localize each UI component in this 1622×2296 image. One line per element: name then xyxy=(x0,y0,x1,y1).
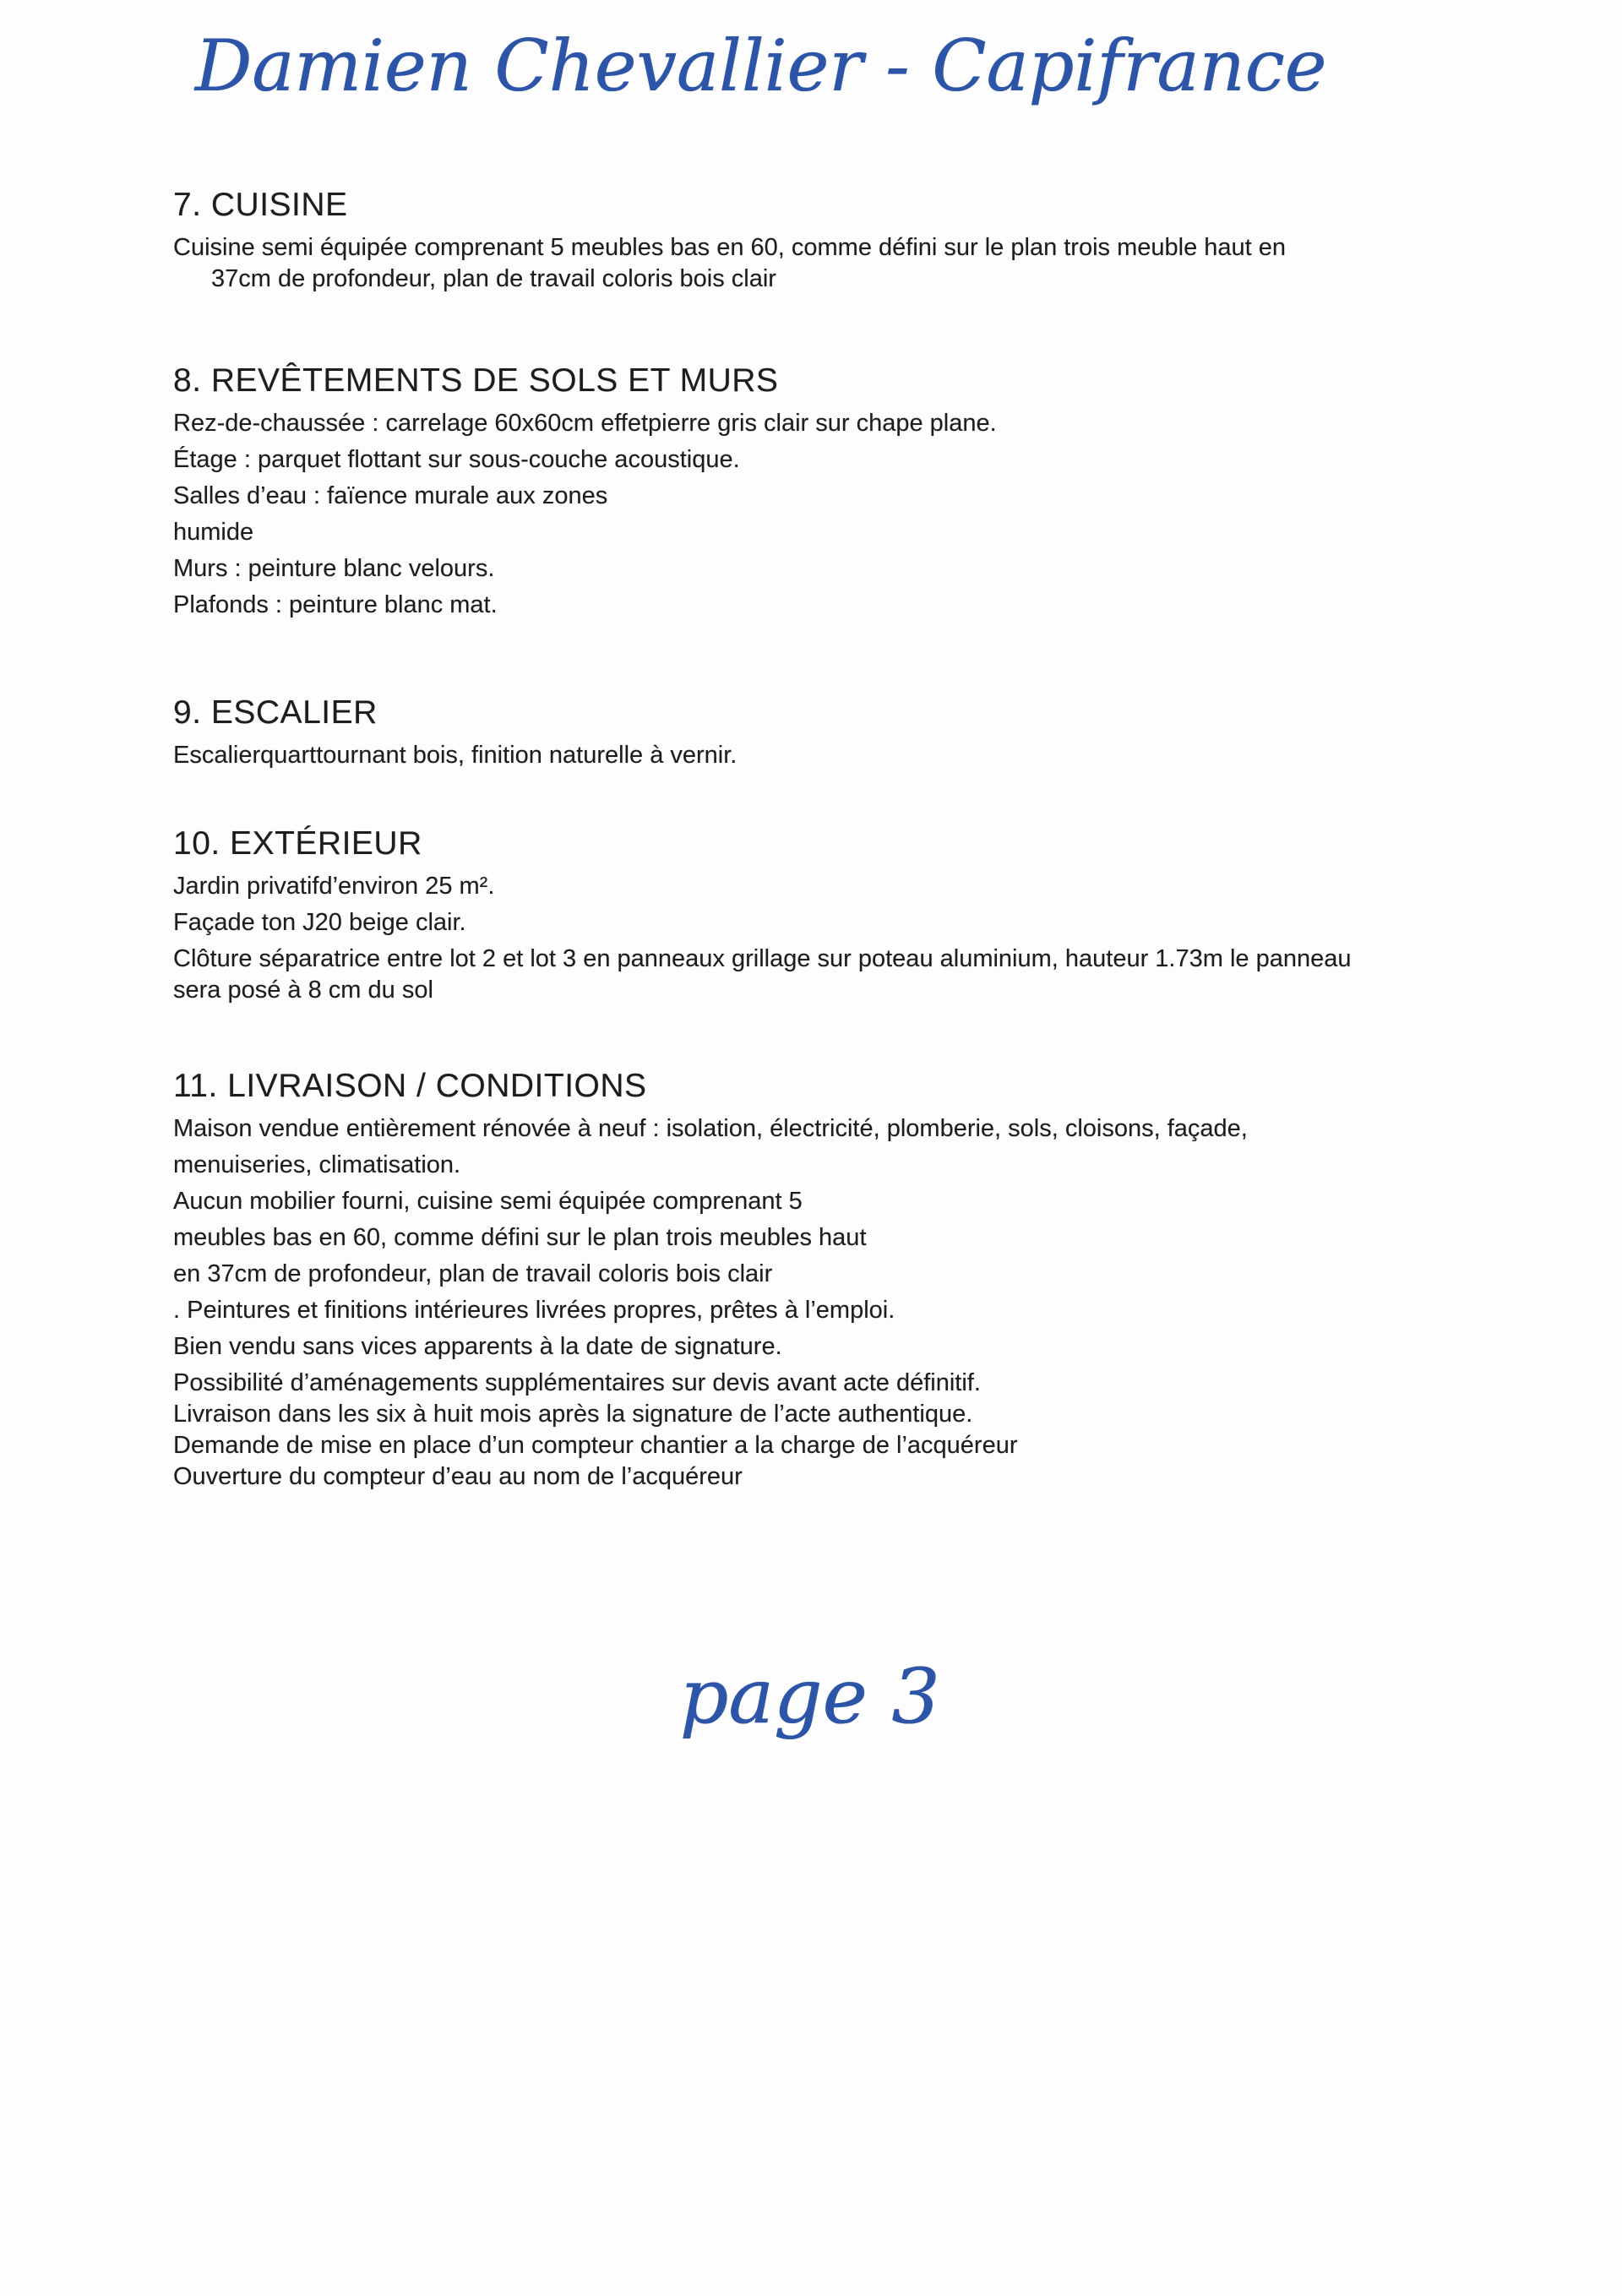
body-line: Jardin privatifd’environ 25 m². xyxy=(173,872,495,900)
body-line: Rez-de-chaussée : carrelage 60x60cm effetpierre gris clair sur chape plane. xyxy=(173,409,997,437)
body-line: Étage : parquet flottant sur sous-couche acoustique. xyxy=(173,445,740,473)
section-title: 10. EXTÉRIEUR xyxy=(173,824,422,862)
page-content xyxy=(0,24,1622,1746)
body-line-indented: 37cm de profondeur, plan de travail coloris bois clair xyxy=(211,264,776,292)
body-line: Cuisine semi équipée comprenant 5 meubles bas en 60, comme défini sur le plan trois meuble haut en xyxy=(173,233,1287,261)
body-line: menuiseries, climatisation. xyxy=(173,1151,461,1178)
paragraph xyxy=(173,232,1404,295)
body-line: Murs : peinture blanc velours. xyxy=(173,554,495,582)
body-line: Possibilité d’aménagements supplémentaires sur devis avant acte définitif. xyxy=(173,1368,981,1396)
body-line: Ouverture du compteur d’eau au nom de l’acquéreur xyxy=(173,1462,743,1490)
section-title: 9. ESCALIER xyxy=(173,694,378,731)
body-line: Salles d’eau : faïence murale aux zones xyxy=(173,482,608,509)
body-line: Façade ton J20 beige clair. xyxy=(173,908,466,936)
body-line: Demande de mise en place d’un compteur chantier a la charge de l’acquéreur xyxy=(173,1431,1018,1459)
section-8-revetements xyxy=(173,361,1404,621)
body-line: humide xyxy=(173,518,254,546)
body-line: Plafonds : peinture blanc mat. xyxy=(173,590,498,618)
body-line: Livraison dans les six à huit mois après la signature de l’acte authentique. xyxy=(173,1400,973,1428)
section-9-escalier xyxy=(173,693,1404,771)
section-title: 8. REVÊTEMENTS DE SOLS ET MURS xyxy=(173,362,779,399)
body-line: Maison vendue entièrement rénovée à neuf : isolation, électricité, plomberie, sols, cloisons, façade, xyxy=(173,1114,1248,1142)
body-line: Bien vendu sans vices apparents à la date de signature. xyxy=(173,1332,782,1360)
agency-header-script: Damien Chevallier - Capifrance xyxy=(194,24,1327,107)
body-line: meubles bas en 60, comme défini sur le plan trois meubles haut xyxy=(173,1223,867,1251)
page-number-script: page 3 xyxy=(679,1651,940,1741)
body-line: . Peintures et finitions intérieures livrées propres, prêtes à l’emploi. xyxy=(173,1296,895,1324)
section-7-cuisine xyxy=(173,185,1404,295)
body-paragraph: Clôture séparatrice entre lot 2 et lot 3 en panneaux grillage sur poteau aluminium, hauteur 1.73m le panneau sera posé à 8 cm du sol xyxy=(173,944,1352,1004)
section-10-exterieur xyxy=(173,824,1404,1006)
body-line: en 37cm de profondeur, plan de travail coloris bois clair xyxy=(173,1260,773,1287)
body-line: Aucun mobilier fourni, cuisine semi équipée comprenant 5 xyxy=(173,1187,803,1215)
section-title: 7. CUISINE xyxy=(173,186,348,223)
body-line: Escalierquarttournant bois, finition naturelle à vernir. xyxy=(173,741,738,769)
section-title: 11. LIVRAISON / CONDITIONS xyxy=(173,1067,647,1104)
section-11-livraison xyxy=(173,1066,1404,1493)
